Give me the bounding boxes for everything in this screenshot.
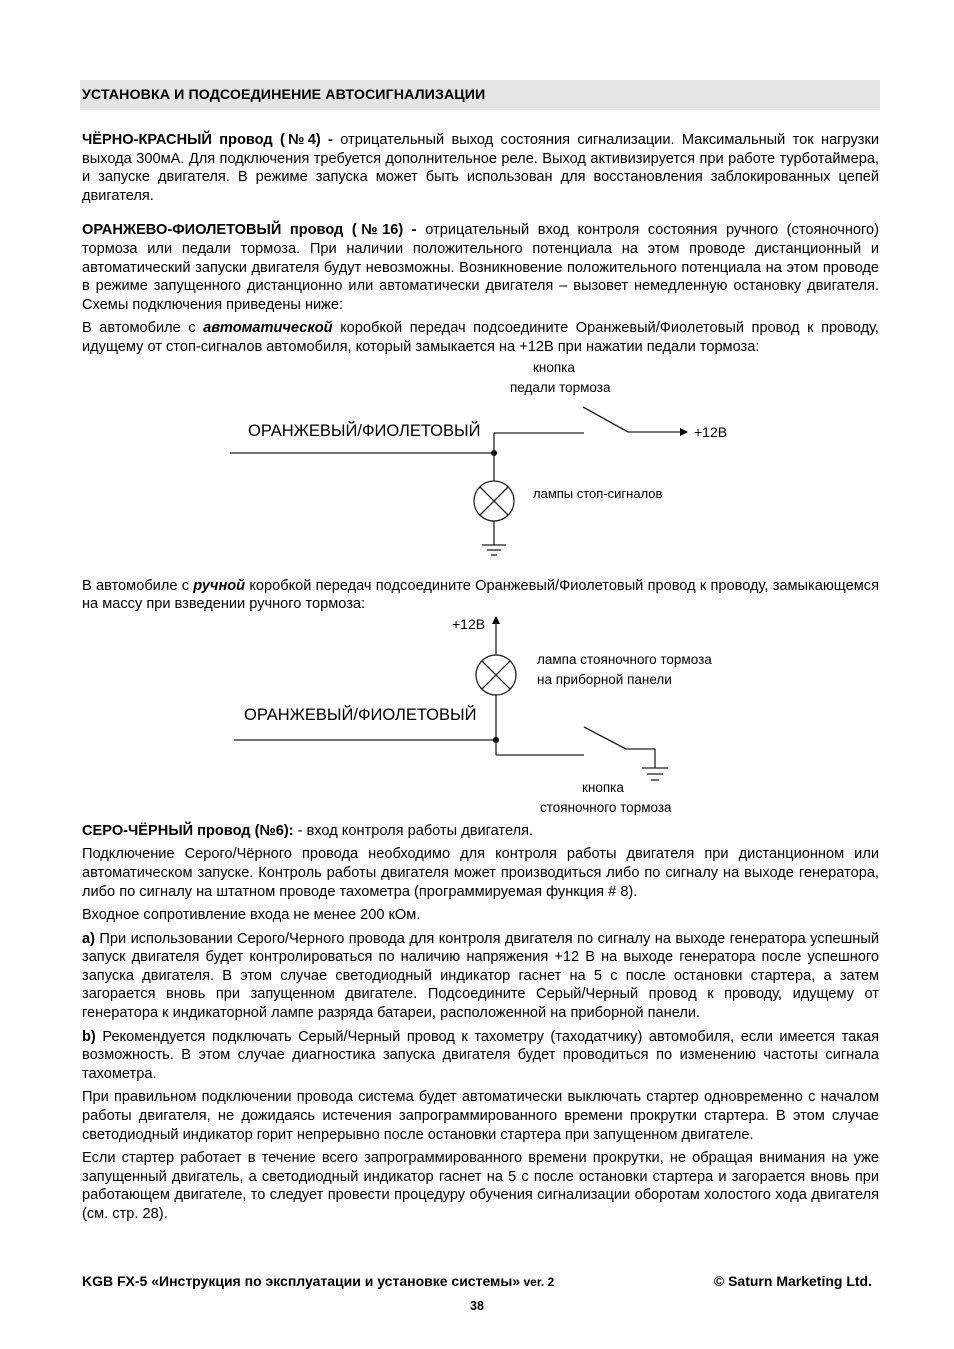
wire-label: ОРАНЖЕВЫЙ/ФИОЛЕТОВЫЙ <box>248 421 481 440</box>
option-b-text: Рекомендуется подключать Серый/Черный провод к тахометру (таходатчику) автомобиля, если имеется такая возможность. В этом случае диагностика запуска двигателя будет проводиться по изменению частоты сигнала тахометра. <box>82 1028 879 1082</box>
wire-label: ОРАНЖЕВЫЙ/ФИОЛЕТОВЫЙ <box>244 705 477 724</box>
parking-lamp-label-1: лампа стояночного тормоза <box>537 651 712 667</box>
grey-black-wire-paragraph <box>82 822 879 841</box>
automatic-pre-text: В автомобиле с <box>82 320 204 337</box>
manual-gearbox-paragraph <box>82 577 879 614</box>
parking-switch-label-1: кнопка <box>582 779 624 795</box>
parking-lamp-label-2: на приборной панели <box>537 671 672 687</box>
footer-copyright: © Saturn Marketing Ltd. <box>713 1273 872 1289</box>
brake-pedal-switch-label-1: кнопка <box>533 359 575 375</box>
ground-icon <box>482 545 506 555</box>
grey-black-p3: При правильном подключении провода система будет автоматически выключать стартер одновременно с началом работы двигателя, не дожидаясь истечения запрограммированного времени прокрутки стартера. В этом случае светодиодный индикатор горит непрерывно после остановки стартера при запущенном двигателе. <box>82 1089 879 1143</box>
section-title: УСТАНОВКА И ПОДСОЕДИНЕНИЕ АВТОСИГНАЛИЗАЦИИ <box>82 87 486 103</box>
automatic-diagram-svg <box>228 357 728 569</box>
parking-brake-switch-icon <box>584 727 626 749</box>
section-header <box>80 80 880 110</box>
grey-black-wire-text: - вход контроля работы двигателя. <box>293 822 534 839</box>
manual-post-text: коробкой передач подсоедините Оранжевый/Фиолетовый провод к проводу, замыкающемся на массу при взведении ручного тормоза: <box>82 577 879 613</box>
grey-black-wire-lead: СЕРО-ЧЁРНЫЙ провод (№6): <box>82 822 294 839</box>
supply-label: +12В <box>452 615 486 632</box>
page-content <box>82 80 879 1224</box>
grey-black-p2: Входное сопротивление входа не менее 200 кОм. <box>82 907 421 924</box>
option-a-label: а) <box>82 930 95 947</box>
supply-label: +12В <box>694 423 728 440</box>
orange-violet-wire-lead: ОРАНЖЕВО-ФИОЛЕТОВЫЙ провод (№16) - <box>82 222 417 239</box>
black-red-wire-lead: ЧЁРНО-КРАСНЫЙ провод (№4) - <box>82 132 333 148</box>
manual-pre-text: В автомобиле с <box>82 577 194 594</box>
orange-violet-wire-paragraph <box>82 221 879 314</box>
automatic-wiring-diagram <box>228 357 728 577</box>
grey-black-option-a <box>82 930 879 1023</box>
orange-violet-wire-text: отрицательный вход контроля состояния ручного (стояночного) тормоза или педали тормоза. При наличии положительного потенциала на этом проводе дистанционный и автоматический запуски двигателя будут невозможны. Возникновение положительного потенциала на этом проводе в режиме запущенного дистанционно или автоматически двигателя – вызовет немедленную остановку двигателя. Схемы подключения приведены ниже: <box>82 222 879 313</box>
lamp-icon <box>476 655 516 695</box>
parking-switch-label-2: стояночного тормоза <box>540 799 672 815</box>
lamp-icon <box>474 481 514 521</box>
brake-pedal-switch-icon <box>583 407 628 432</box>
brake-lights-label: лампы стоп-сигналов <box>533 485 663 501</box>
automatic-emphasis: автоматической <box>203 320 333 337</box>
grey-black-p4: Если стартер работает в течение всего запрограммированного времени прокрутки, не обращая внимания на уже запущенный двигатель, а светодиодный индикатор гаснет на 5 с после остановки стартера и загорается вновь при работающем двигателе, то следует провести процедуру обучения сигнализации оборотам холостого хода двигателя (см. стр. 28). <box>82 1150 879 1222</box>
option-b-label: b) <box>82 1028 96 1045</box>
grey-black-option-b <box>82 1028 879 1084</box>
manual-emphasis: ручной <box>193 577 246 594</box>
grey-black-p1: Подключение Серого/Чёрного провода необходимо для контроля работы двигателя при дистанционном или автоматическом запуске. Контроль работы двигателя может производиться либо по сигналу на выходе генератора, либо по сигналу на штатном проводе тахометра (программируемая функция # 8). <box>82 846 879 900</box>
automatic-post-text: коробкой передач подсоедините Оранжевый/Фиолетовый провод к проводу, идущему от стоп-сигналов автомобиля, который замыкается на +12В при нажатии педали тормоза: <box>82 320 879 355</box>
footer-document-title <box>82 1273 554 1289</box>
black-red-wire-paragraph <box>82 131 879 205</box>
footer-title-text: KGB FX-5 «Инструкция по эксплуатации и установке системы» <box>82 1273 521 1289</box>
manual-wiring-diagram <box>232 614 732 822</box>
page-number: 38 <box>470 1299 484 1313</box>
ground-icon <box>642 768 668 780</box>
black-red-wire-text: отрицательный выход состояния сигнализации. Максимальный ток нагрузки выхода 300мА. Для подключения требуется дополнительное реле. Выход активизируется при работе турботаймера, и запуске двигателя. В режиме запуска может быть использован для восстановления заблокированных цепей двигателя. <box>82 132 879 204</box>
option-a-text: При использовании Серого/Черного провода для контроля двигателя по сигналу на выходе генератора успешный запуск двигателя будет контролироваться по наличию напряжения +12 В на выходе генератора после успешного запуска двигателя. В этом случае светодиодный индикатор гаснет на 5 с после остановки стартера, а затем загорается вновь при запущенном двигателе. Подсоедините Серый/Черный провод к проводу, идущему от генератора к индикаторной лампе разряда батареи, расположенной на приборной панели. <box>82 930 879 1022</box>
brake-pedal-switch-label-2: педали тормоза <box>510 379 611 395</box>
arrow-right-icon <box>680 428 688 436</box>
manual-diagram-svg <box>232 614 732 820</box>
footer-version: ver. 2 <box>520 1275 555 1289</box>
automatic-gearbox-paragraph <box>82 319 879 356</box>
